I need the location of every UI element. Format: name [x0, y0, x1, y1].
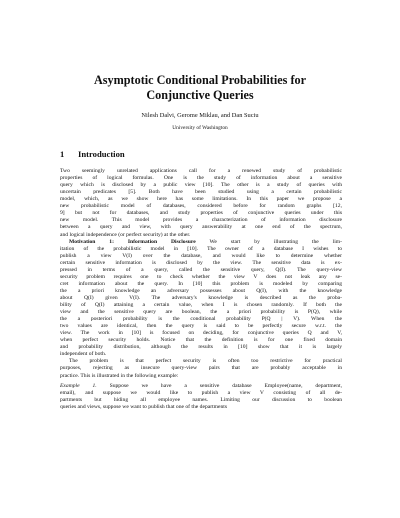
text-line: and probability distribution, although the results in [10] show that it is largely — [60, 344, 342, 351]
example-lead: Example 1. — [60, 382, 97, 389]
text-line-content: Suppose we have a sensitive database Employee(name, department, — [96, 382, 342, 389]
text-line: between a query and view, with query answerability at one end of the spectrum, — [60, 224, 342, 231]
text-line: security problem requires one to check whether the view V does not leak any se- — [60, 273, 342, 280]
text-line: when perfect security holds. Notice that the definition is for one fixed domain — [60, 337, 342, 344]
text-line: The problem is that perfect security is often too restrictive for practical — [69, 358, 342, 365]
text-line: properties of logical formulas. One is the study of information about a sensitive — [60, 175, 342, 182]
text-line: pressed in terms of a query, called the sensitive query, Q(I). The query-view — [60, 266, 342, 273]
paper-authors: Nilesh Dalvi, Gerome Miklau, and Dan Suciu — [141, 112, 259, 119]
text-line: publish a view V(I) over the database, and would like to determine whether — [60, 252, 342, 259]
text-line: Two seemingly unrelated applications call for a renewed study of probabilistic — [60, 168, 342, 174]
text-line-content: We start by illustrating the lim- — [195, 238, 342, 245]
text-line: new probabilistic model of databases, considered before for random graphs [12, — [60, 203, 342, 210]
text-line — [60, 239, 342, 246]
text-line: new model. This model provides a characterization of information disclosure — [60, 217, 342, 224]
text-line: purposes, rejecting as insecure query-view pairs that are probably acceptable in — [60, 365, 342, 372]
text-line: and logical independence (or perfect security) at the other. — [60, 231, 191, 238]
text-line: practice. This is illustrated in the following example: — [60, 372, 179, 379]
text-line: 9] but not for databases, and study properties of conjunctive queries under this — [60, 210, 342, 217]
text-line: about Q(I) given V(I). The adversary's knowledge is described as the proba- — [60, 294, 342, 301]
text-line: email), and suppose we would like to publish a view V consisting of all de- — [60, 389, 342, 396]
text-line: itation of the probabilistic model in [10]. The owner of a database I wishes to — [60, 245, 342, 252]
text-line — [60, 383, 342, 390]
text-line: the a posteriori probability is the conditional probability P(Q | V). When the — [60, 316, 342, 323]
text-line: cret information about the query. In [10] this problem is modeled by comparing — [60, 280, 342, 287]
paper-affiliation: University of Washington — [172, 125, 228, 131]
text-line: query which is disclosed by a public view [10]. The other is a study of queries with — [60, 182, 342, 189]
text-line: two values are identical, then the query is said to be perfectly secure w.r.t. the — [60, 323, 342, 330]
text-line: view and the sensitive query are boolean, the a priori probability is P(Q), while — [60, 309, 342, 315]
section-title: Introduction — [78, 149, 125, 159]
text-line: the a priori knowledge an adversary possesses about Q(I), with the knowledge — [60, 287, 342, 294]
text-line: certain sensitive information is disclosed by the view. The sensitive data is ex- — [60, 259, 342, 266]
text-line: uncertain predicates [5]. Both have been studied using a certain probabilistic — [60, 189, 342, 196]
text-line: model, which, as we show here has some limitations. In this paper we propose a — [60, 196, 342, 203]
text-line: queries and views, suppose we want to publish that one of the departments — [60, 403, 227, 410]
text-line: partments but hiding all employee names. Limiting our discussion to boolean — [60, 396, 342, 403]
section-number: 1 — [60, 149, 65, 159]
text-line: independent of both. — [60, 351, 107, 358]
paper-title-line-2: Conjunctive Queries — [146, 88, 254, 102]
section-heading — [60, 149, 125, 159]
text-line: view. The work in [10] is focused on deciding, for conjunctive queries Q and V, — [60, 330, 342, 337]
text-line: bility of Q(I) attaining a certain value, when I is chosen randomly. If both the — [60, 302, 342, 308]
motivation-lead: Motivation 1: Information Disclosure — [69, 238, 196, 245]
paper-title-line-1: Asymptotic Conditional Probabilities for — [93, 73, 307, 87]
